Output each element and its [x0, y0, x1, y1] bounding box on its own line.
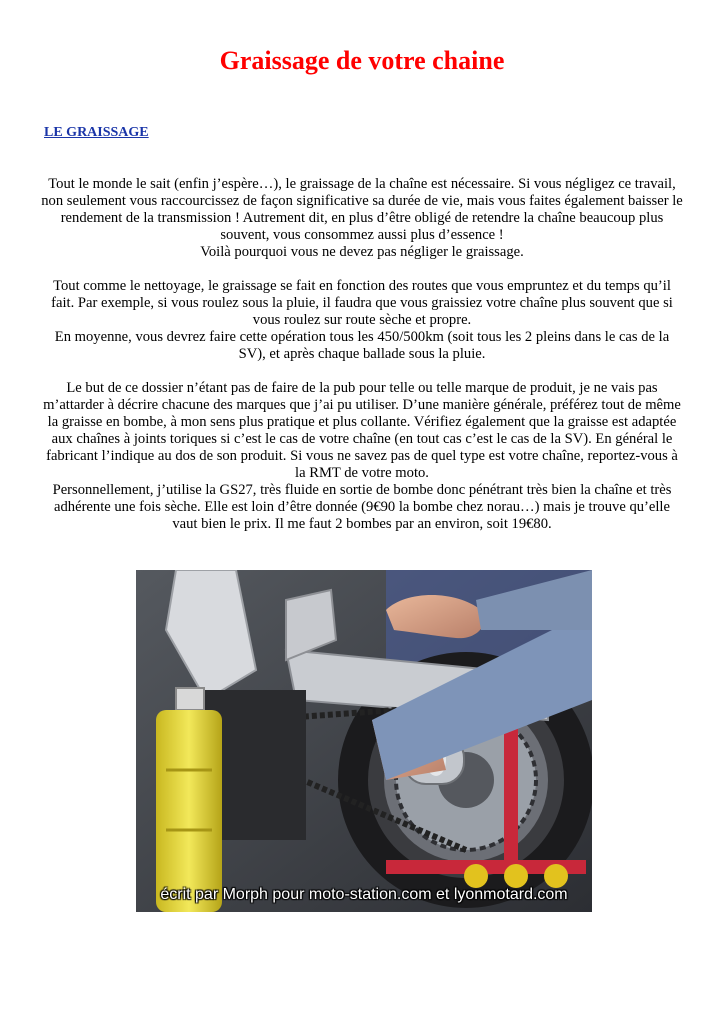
- photo-illustration: [136, 570, 592, 912]
- paragraph-2-text-2: En moyenne, vous devrez faire cette opération tous les 450/500km (soit tous les 2 pleins dans le cas de la SV), et après chaque ballade sous la pluie.: [54, 329, 670, 362]
- chain-greasing-photo: [136, 570, 592, 912]
- paragraph-1-text-1: Tout le monde le sait (enfin j’espère…), le graissage de la chaîne est nécessaire. Si vous négligez ce travail, non seulement vous raccourcissez de façon significative sa durée de vie, mais vous faites également baisser le rendement de la transmission ! Autrement dit, en plus d’être obligé de retendre la chaîne beaucoup plus souvent, vous consommez aussi plus d’essence !: [41, 176, 683, 243]
- article-body: [40, 176, 684, 550]
- paragraph-3-text-2: Personnellement, j’utilise la GS27, très fluide en sortie de bombe donc pénétrant très bien la chaîne et très adhérente une fois sèche. Elle est loin d’être donnée (9€90 la bombe chez norau…) mais je trouve qu’elle vaut bien le prix. Il me faut 2 bombes par an environ, soit 19€80.: [52, 482, 672, 532]
- paragraph-3-text-1: Le but de ce dossier n’étant pas de faire de la pub pour telle ou telle marque de produit, je ne vais pas m’attarder à décrire chacune des marques que j’ai pu utiliser. D’une manière générale, préférez tout de même la graisse en bombe, à mon sens plus pratique et plus collante. Vérifiez également que la graisse est adaptée aux chaînes à joints toriques si c’est le cas de votre chaîne (en tout cas c’est le cas de la SV). En général le fabricant l’indique au dos de son produit. Si vous ne savez pas de quel type est votre chaîne, reportez-vous à la RMT de votre moto.: [43, 380, 681, 481]
- paragraph-3: [40, 380, 684, 533]
- paragraph-2-text-1: Tout comme le nettoyage, le graissage se fait en fonction des routes que vous empruntez et du temps qu’il fait. Par exemple, si vous roulez sous la pluie, il faudra que vous graissiez votre chaîne plus souvent que si vous roulez sur route sèche et propre.: [51, 278, 673, 328]
- photo-caption: écrit par Morph pour moto-station.com et lyonmotard.com: [160, 886, 568, 903]
- paragraph-1-text-2: Voilà pourquoi vous ne devez pas négliger le graissage.: [200, 244, 524, 260]
- paragraph-2: [40, 278, 684, 363]
- page-title: Graissage de votre chaine: [219, 46, 505, 75]
- section-heading: LE GRAISSAGE: [44, 125, 149, 140]
- paragraph-1: [40, 176, 684, 261]
